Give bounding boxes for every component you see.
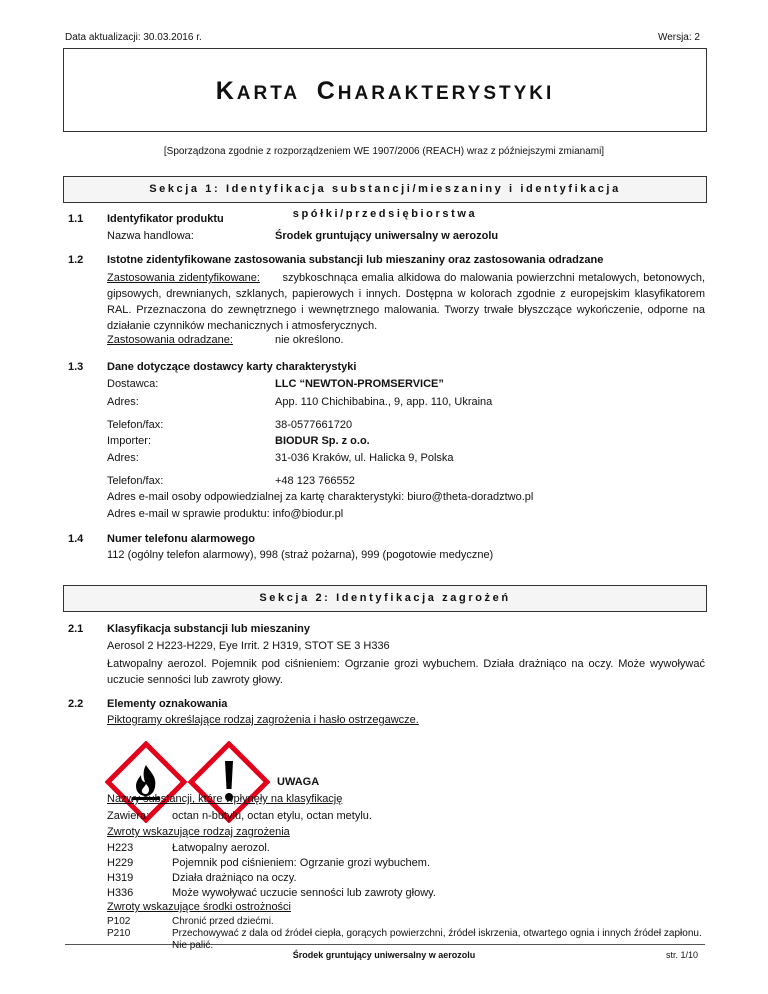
hazard-text: Łatwopalny aerozol. (172, 842, 270, 854)
importer-value: BIODUR Sp. z o.o. (275, 435, 370, 447)
subsection-title: Numer telefonu alarmowego (107, 533, 255, 545)
title-box (63, 48, 707, 132)
hazard-code: H319 (107, 872, 134, 884)
importer-phone-value: +48 123 766552 (275, 475, 355, 487)
signal-word: UWAGA (277, 776, 320, 788)
importer-address-label: Adres: (107, 452, 139, 464)
hazard-code: H336 (107, 887, 134, 899)
phone-label: Telefon/fax: (107, 419, 164, 431)
contains-label: Zawiera: (107, 810, 150, 822)
precaution-texts (172, 916, 706, 952)
substances-label: Nazwy substancji, które wpłynęły na klasyfikację (107, 793, 343, 805)
phone-value: 38-0577661720 (275, 419, 353, 431)
hazard-texts (172, 841, 706, 901)
section-number: 1.4 (68, 533, 84, 545)
page-number: str. 1/10 (665, 950, 698, 960)
precaution-code: P210 (107, 928, 131, 939)
advised-against-value: nie określono. (275, 334, 344, 346)
precaution-text: Chronić przed dziećmi. (172, 916, 274, 927)
section-1-heading: Sekcja 1: Identyfikacja substancji/mieszaniny i identyfikacja spółki/przedsiębiorstwa (63, 176, 707, 203)
identified-uses-paragraph: Zastosowania zidentyfikowane: szybkoschnąca emalia alkidowa do malowania powierzchni metalowych, betonowych, gipsowych, drewnianych, szklanych, papierowych i innych. Dostępna w kolorach zgodnie z europejskim klasyfikatorem RAL. Przeznaczona do zewnętrznego i wewnętrznego malowania. Tworzy trwałe błyszczące wykończenie, odporne na działanie czynników mechanicznych i atmosferycznych. (107, 272, 706, 332)
subsection-title: Istotne zidentyfikowane zastosowania substancji lub mieszaniny oraz zastosowania odradzane (107, 254, 604, 266)
document-title: KARTA CHARAKTERYSTYKI (215, 77, 555, 105)
importer-address-value: 31-036 Kraków, ul. Halicka 9, Polska (275, 452, 454, 464)
supplier-label: Dostawca: (107, 378, 159, 390)
footer-product: Środek gruntujący uniwersalny w aerozolu (292, 950, 476, 960)
classification-codes: Aerosol 2 H223-H229, Eye Irrit. 2 H319, STOT SE 3 H336 (107, 640, 390, 652)
trade-name-value: Środek gruntujący uniwersalny w aerozolu (275, 230, 499, 242)
section-number: 1.3 (68, 361, 84, 373)
address-value: App. 110 Chichibabina., 9, app. 110, Ukraina (275, 396, 493, 408)
section-number: 1.1 (68, 213, 84, 225)
address-label: Adres: (107, 396, 139, 408)
section-number: 2.2 (68, 698, 84, 710)
product-email: Adres e-mail w sprawie produktu: info@biodur.pl (107, 508, 344, 520)
contains-value: octan n-butylu, octan etylu, octan metylu. (172, 810, 372, 822)
hazard-code: H229 (107, 857, 134, 869)
subsection-title: Dane dotyczące dostawcy karty charakterystyki (107, 361, 357, 373)
trade-name-label: Nazwa handlowa: (107, 230, 194, 242)
subsection-title: Elementy oznakowania (107, 698, 228, 710)
subsection-title: Klasyfikacja substancji lub mieszaniny (107, 623, 310, 635)
section-2-heading: Sekcja 2: Identyfikacja zagrożeń (63, 585, 707, 612)
hazard-text: Może wywoływać uczucie senności lub zawroty głowy. (172, 887, 436, 899)
precaution-code: P102 (107, 916, 131, 927)
section-number: 2.1 (68, 623, 84, 635)
emergency-phones: 112 (ogólny telefon alarmowy), 998 (straż pożarna), 999 (pogotowie medyczne) (107, 549, 494, 561)
section-number: 1.2 (68, 254, 84, 266)
importer-label: Importer: (107, 435, 152, 447)
pictograms-label: Piktogramy określające rodzaj zagrożenia i hasło ostrzegawcze. (107, 714, 419, 726)
update-date: Data aktualizacji: 30.03.2016 r. (65, 32, 202, 43)
hazard-codes (107, 841, 133, 901)
precaution-codes (107, 916, 130, 940)
precautionary-statements-label: Zwroty wskazujące środki ostrożności (107, 901, 292, 913)
hazard-statements-label: Zwroty wskazujące rodzaj zagrożenia (107, 826, 290, 838)
advised-against-label: Zastosowania odradzane: (107, 334, 233, 346)
subsection-title: Identyfikator produktu (107, 213, 224, 225)
hazard-text: Pojemnik pod ciśnieniem: Ogrzanie grozi wybuchem. (172, 857, 431, 869)
precaution-text: Przechowywać z dala od źródeł ciepła, gorących powierzchni, źródeł iskrzenia, otwartego ognia i innych źródeł zapłonu. Nie palić. (172, 928, 702, 951)
version: Wersja: 2 (657, 32, 700, 43)
classification-text: Łatwopalny aerozol. Pojemnik pod ciśnieniem: Ogrzanie grozi wybuchem. Działa drażniąco na oczy. Może wywoływać uczucie senności lub zawroty głowy. (107, 658, 705, 686)
reach-note: [Sporządzona zgodnie z rozporządzeniem WE 1907/2006 (REACH) wraz z późniejszymi zmianami] (163, 146, 605, 157)
hazard-code: H223 (107, 842, 134, 854)
sds-email: Adres e-mail osoby odpowiedzialnej za kartę charakterystyki: biuro@theta-doradztwo.pl (107, 491, 534, 503)
hazard-text: Działa drażniąco na oczy. (172, 872, 297, 884)
supplier-value: LLC “NEWTON-PROMSERVICE” (275, 378, 444, 390)
importer-phone-label: Telefon/fax: (107, 475, 164, 487)
